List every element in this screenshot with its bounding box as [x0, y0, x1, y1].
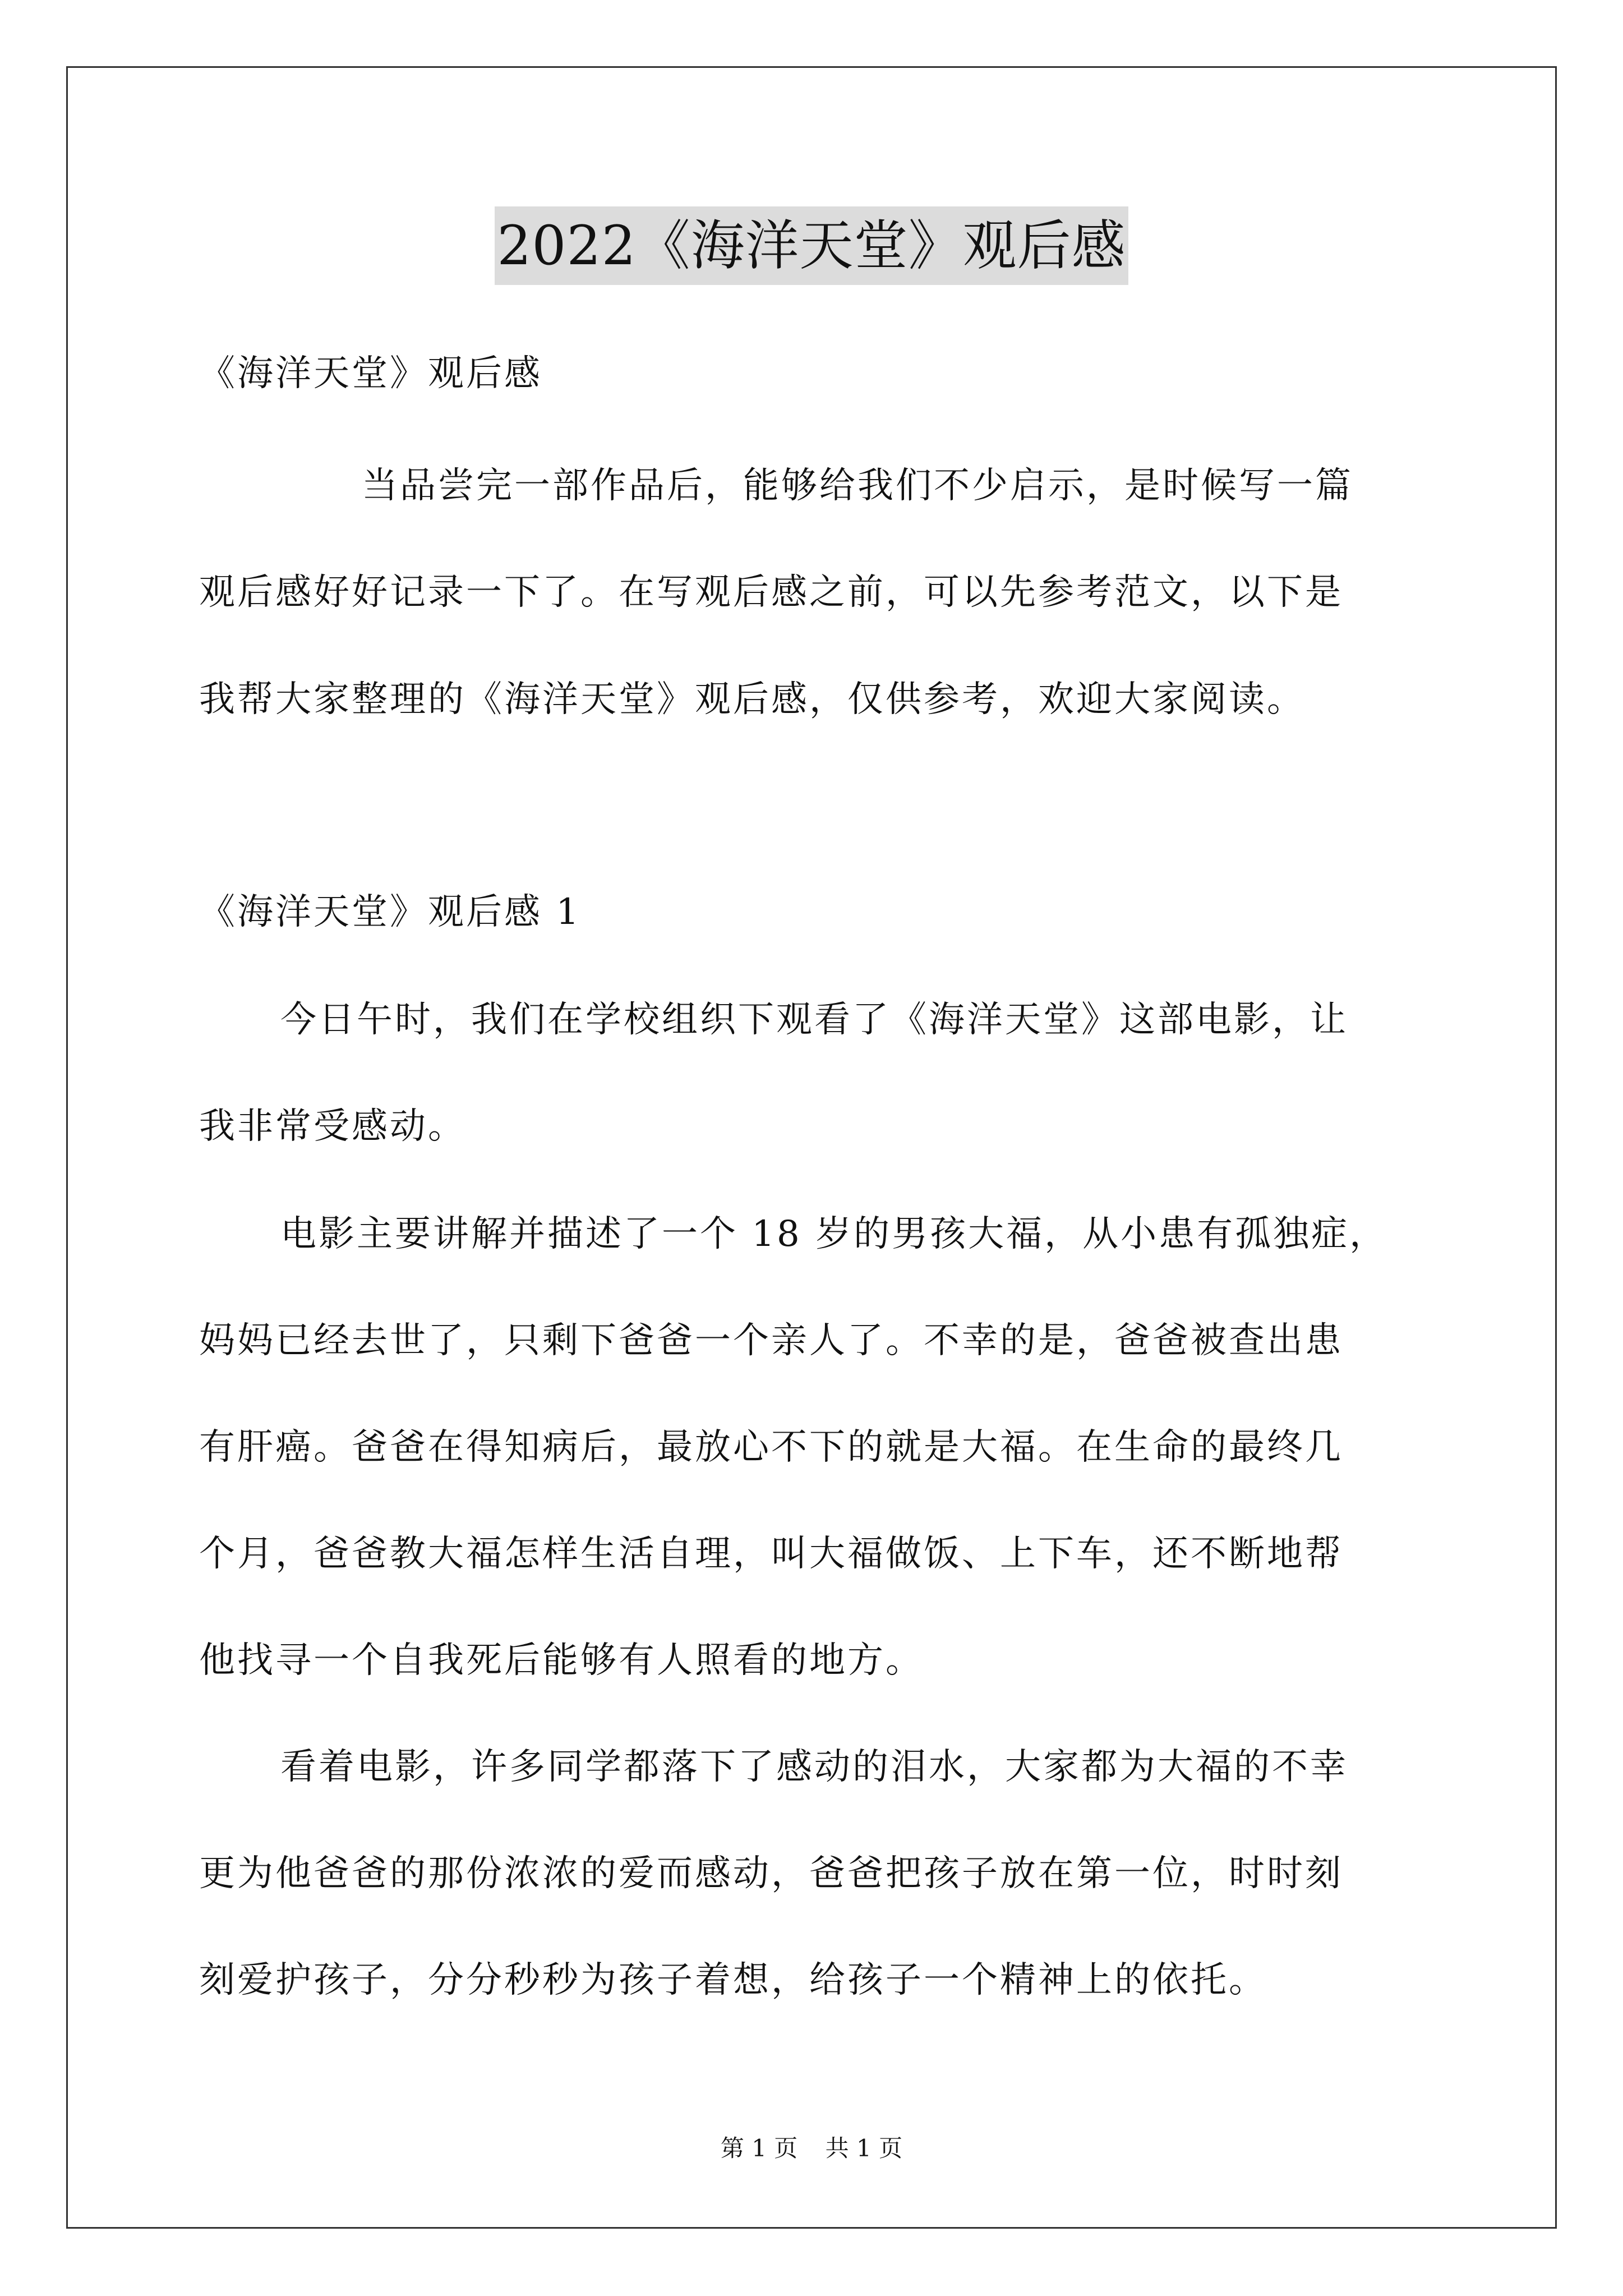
document-title: 2022《海洋天堂》观后感 [495, 206, 1128, 285]
paragraph2-line-4: 个月，爸爸教大福怎样生活自理，叫大福做饭、上下车，还不断地帮 [199, 1533, 1343, 1575]
paragraph3-line-3: 刻爱护孩子，分分秒秒为孩子着想，给孩子一个精神上的依托。 [199, 1959, 1267, 2001]
page-number-current: 第 1 页 [720, 2134, 798, 2162]
subtitle: 《海洋天堂》观后感 [199, 353, 542, 394]
paragraph3-line-2: 更为他爸爸的那份浓浓的爱而感动，爸爸把孩子放在第一位，时时刻 [199, 1853, 1343, 1894]
paragraph3-line-1: 看着电影，许多同学都落下了感动的泪水，大家都为大福的不幸 [280, 1746, 1348, 1788]
paragraph2-line-1: 电影主要讲解并描述了一个 18 岁的男孩大福，从小患有孤独症， [280, 1213, 1388, 1255]
page-number-total: 共 1 页 [825, 2134, 903, 2162]
intro-line-2: 观后感好好记录一下了。在写观后感之前，可以先参考范文，以下是 [199, 572, 1343, 613]
section-heading: 《海洋天堂》观后感 1 [199, 891, 582, 933]
paragraph1-line-2: 我非常受感动。 [199, 1106, 466, 1147]
intro-line-3: 我帮大家整理的《海洋天堂》观后感，仅供参考，欢迎大家阅读。 [199, 679, 1305, 720]
title-container [0, 206, 1623, 285]
paragraph2-line-2: 妈妈已经去世了，只剩下爸爸一个亲人了。不幸的是，爸爸被查出患 [199, 1320, 1343, 1361]
intro-line-1: 当品尝完一部作品后，能够给我们不少启示，是时候写一篇 [362, 465, 1353, 507]
paragraph2-line-5: 他找寻一个自我死后能够有人照看的地方。 [199, 1640, 924, 1681]
page-footer [0, 2132, 1623, 2165]
paragraph2-line-3: 有肝癌。爸爸在得知病后，最放心不下的就是大福。在生命的最终几 [199, 1427, 1343, 1468]
paragraph1-line-1: 今日午时，我们在学校组织下观看了《海洋天堂》这部电影，让 [280, 999, 1348, 1041]
